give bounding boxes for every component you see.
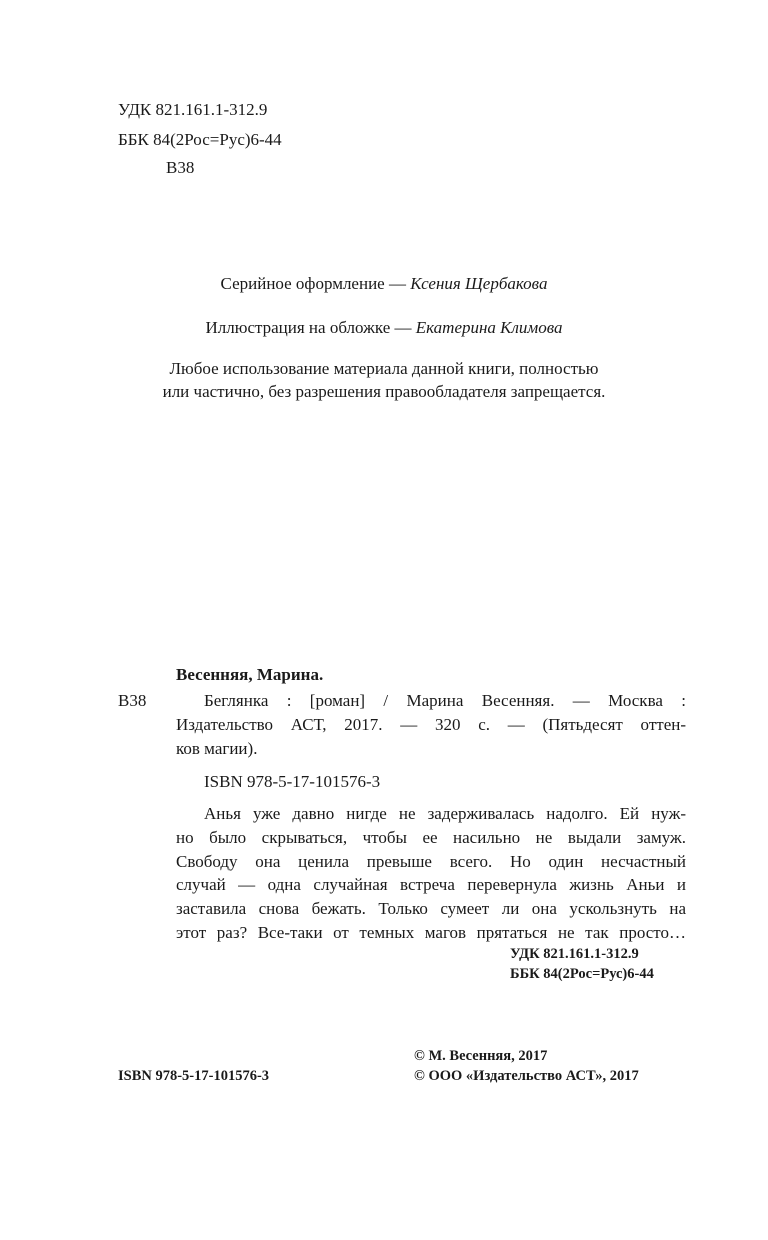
annotation-line-5: заставила снова бежать. Только сумеет ли она ускользнуть на (176, 899, 686, 918)
annotation-line-3: Свободу она ценила превыше всего. Но один несчастный (176, 852, 686, 871)
annotation-line-2: но было скрываться, чтобы ее насильно не выдали замуж. (176, 828, 686, 847)
series-design-label: Серийное оформление — (220, 274, 411, 293)
series-design-name: Ксения Щербакова (410, 274, 548, 293)
copyright-author: © М. Весенняя, 2017 (414, 1048, 548, 1064)
top-author-mark: В38 (166, 158, 195, 177)
author-heading: Весенняя, Марина. (176, 665, 324, 684)
footer-isbn: ISBN 978-5-17-101576-3 (118, 1068, 270, 1084)
annotation-line-4: случай — одна случайная встреча перевернула жизнь Аньи и (176, 875, 686, 894)
copyright-notice-line-2: или частично, без разрешения правообладателя запрещается. (162, 382, 606, 401)
catalog-udk: УДК 821.161.1-312.9 (510, 946, 639, 962)
copyright-publisher: © ООО «Издательство АСТ», 2017 (414, 1068, 639, 1084)
description-line-2: Издательство АСТ, 2017. — 320 с. — (Пятьдесят оттен- (176, 715, 686, 734)
catalog-isbn: ISBN 978-5-17-101576-3 (204, 772, 381, 791)
annotation-line-1: Анья уже давно нигде не задерживалась надолго. Ей нуж- (204, 804, 686, 823)
top-udk: УДК 821.161.1-312.9 (118, 100, 268, 119)
cover-illustration-name: Екатерина Климова (415, 318, 563, 337)
copyright-notice-line-1: Любое использование материала данной книги, полностью (169, 359, 599, 378)
catalog-author-mark: В38 (118, 691, 147, 710)
catalog-bbk: ББК 84(2Рос=Рус)6-44 (510, 966, 654, 982)
description-line-1: Беглянка : [роман] / Марина Весенняя. — Москва : (204, 691, 686, 710)
annotation-line-6: этот раз? Все-таки от темных магов прятаться не так просто… (176, 923, 686, 942)
description-line-3: ков магии). (176, 739, 258, 758)
cover-illustration-label: Иллюстрация на обложке — (205, 318, 416, 337)
top-bbk: ББК 84(2Рос=Рус)6-44 (118, 130, 282, 149)
cover-illustration-credit (0, 316, 768, 339)
series-design-credit (0, 272, 768, 295)
